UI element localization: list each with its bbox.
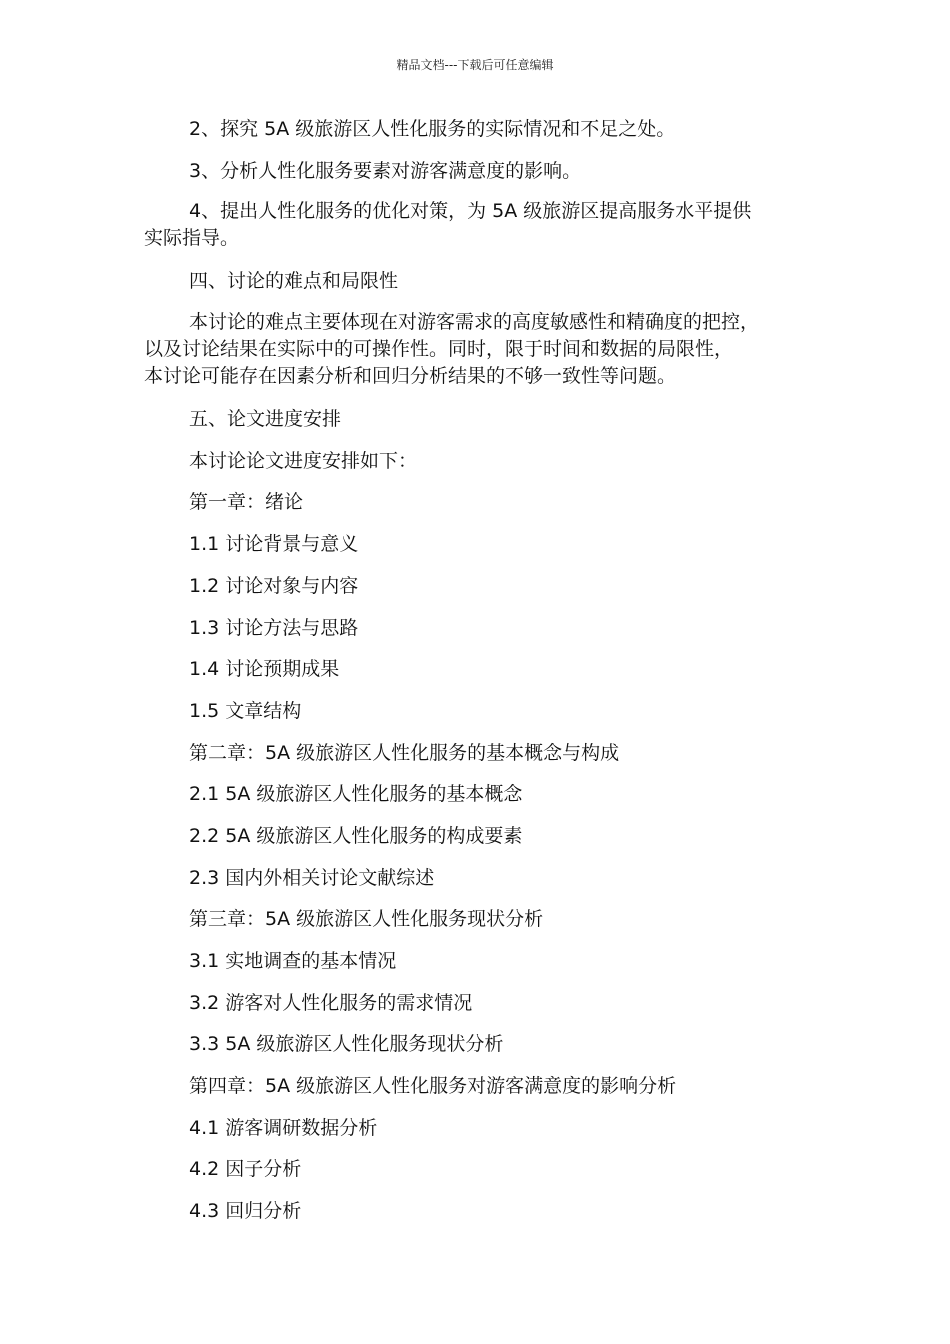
objective-4 <box>144 198 804 252</box>
objective-4-line-2: 实际指导。 <box>144 227 240 250</box>
difficulty-line-1: 本讨论的难点主要体现在对游客需求的高度敏感性和精确度的把控， <box>189 311 760 334</box>
section-1-2: 1.2 讨论对象与内容 <box>189 574 359 597</box>
objective-4-line-1: 4、提出人性化服务的优化对策，为 5A 级旅游区提高服务水平提供 <box>189 200 752 223</box>
section-1-5: 1.5 文章结构 <box>189 699 302 722</box>
section-3-2: 3.2 游客对人性化服务的需求情况 <box>189 991 473 1014</box>
difficulty-line-3: 本讨论可能存在因素分析和回归分析结果的不够一致性等问题。 <box>144 365 677 388</box>
section-2-3: 2.3 国内外相关讨论文献综述 <box>189 866 435 889</box>
section-heading-5: 五、论文进度安排 <box>189 408 342 431</box>
section-1-3: 1.3 讨论方法与思路 <box>189 616 359 639</box>
section-4-1: 4.1 游客调研数据分析 <box>189 1116 378 1139</box>
objective-3: 3、分析人性化服务要素对游客满意度的影响。 <box>189 159 582 182</box>
section-3-3: 3.3 5A 级旅游区人性化服务现状分析 <box>189 1033 504 1056</box>
chapter-4-heading: 第四章：5A 级旅游区人性化服务对游客满意度的影响分析 <box>189 1075 677 1098</box>
section-1-1: 1.1 讨论背景与意义 <box>189 533 359 556</box>
document-body <box>144 115 804 1239</box>
chapter-1-heading: 第一章：绪论 <box>189 491 304 514</box>
section-heading-4: 四、讨论的难点和局限性 <box>189 270 399 293</box>
section-2-1: 2.1 5A 级旅游区人性化服务的基本概念 <box>189 783 523 806</box>
section-3-1: 3.1 实地调查的基本情况 <box>189 950 397 972</box>
schedule-intro: 本讨论论文进度安排如下： <box>189 449 418 472</box>
difficulty-line-2: 以及讨论结果在实际中的可操作性。同时，限于时间和数据的局限性， <box>144 338 734 361</box>
difficulty-paragraph <box>144 309 804 390</box>
section-2-2: 2.2 5A 级旅游区人性化服务的构成要素 <box>189 824 523 847</box>
objective-2: 2、探究 5A 级旅游区人性化服务的实际情况和不足之处。 <box>189 118 676 140</box>
section-1-4: 1.4 讨论预期成果 <box>189 658 340 681</box>
section-4-3: 4.3 回归分析 <box>189 1200 302 1223</box>
chapter-3-heading: 第三章：5A 级旅游区人性化服务现状分析 <box>189 908 544 931</box>
chapter-2-heading: 第二章：5A 级旅游区人性化服务的基本概念与构成 <box>189 741 620 764</box>
page-header: 精品文档---下载后可任意编辑 <box>396 58 554 72</box>
section-4-2: 4.2 因子分析 <box>189 1158 302 1181</box>
